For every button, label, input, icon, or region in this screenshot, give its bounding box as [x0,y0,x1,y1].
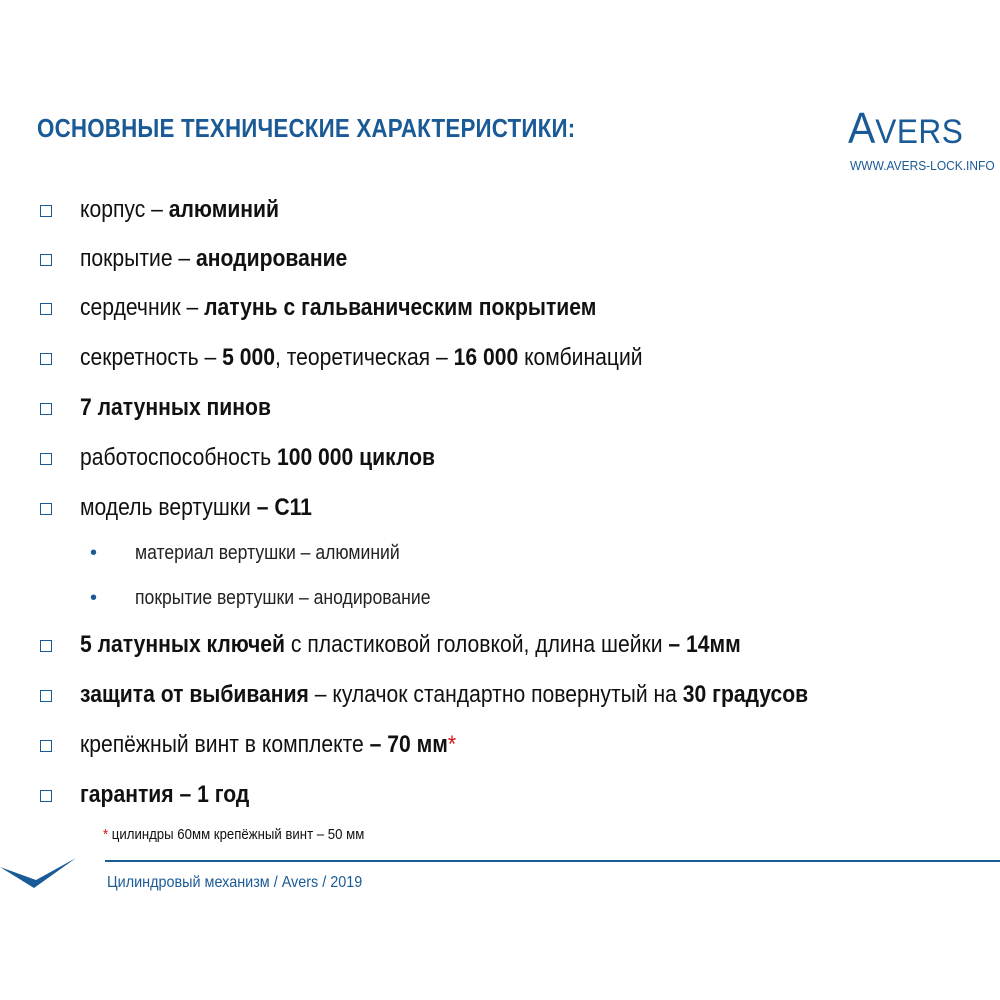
spec-item-part: 30 градусов [682,681,809,708]
footer-divider [105,860,1000,862]
spec-item [40,195,280,225]
checkbox-bullet-icon [40,640,52,652]
spec-item-text [80,195,279,225]
spec-item-part: защита от выбивания [80,681,309,708]
spec-item-part: корпус – [80,196,169,223]
checkbox-bullet-icon [40,690,52,702]
spec-item-part: гарантия – 1 год [80,781,250,808]
sub-item-text: покрытие вертушки – анодирование [135,587,431,609]
spec-item-part: 7 латунных пинов [80,394,271,421]
spec-item [40,443,435,473]
spec-item-part: 100 000 циклов [276,444,435,471]
spec-item-text [80,393,271,423]
spec-item-text [80,293,596,323]
spec-item-text [80,493,312,523]
spec-item-text [80,343,643,373]
spec-item-text [80,630,741,660]
spec-item [40,680,809,710]
checkbox-bullet-icon [40,303,52,315]
spec-item [40,244,348,274]
spec-item [40,393,271,423]
spec-item-text [80,244,347,274]
sub-item [90,541,400,565]
checkbox-bullet-icon [40,254,52,266]
dot-bullet-icon: • [90,541,98,564]
checkbox-bullet-icon [40,403,52,415]
avers-logo: AVERS [848,104,964,153]
sub-item [90,586,431,610]
spec-item [40,730,457,760]
spec-item-part: покрытие – [80,245,197,272]
website-link[interactable]: WWW.AVERS-LOCK.INFO [850,158,995,173]
footer-text: Цилиндровый механизм / Avers / 2019 [107,874,363,891]
checkbox-bullet-icon [40,740,52,752]
spec-item-part: , теоретическая – [275,344,454,371]
spec-item-text [80,780,249,810]
spec-item [40,293,597,323]
spec-item-part: – 70 мм [369,731,448,758]
footnote-text: цилиндры 60мм крепёжный винт – 50 мм [108,826,365,843]
footnote [103,826,364,843]
chevron-logo-icon [0,852,80,897]
spec-item-part: работоспособность [80,444,277,471]
spec-item-part: секретность – [80,344,223,371]
spec-item-part: сердечник – [80,294,205,321]
dot-bullet-icon: • [90,586,98,609]
spec-item-part: алюминий [168,196,280,223]
footnote-marker: * [447,731,457,758]
spec-item [40,343,643,373]
spec-item [40,780,250,810]
checkbox-bullet-icon [40,205,52,217]
spec-item-part: 16 000 [453,344,519,371]
spec-item-part: анодирование [196,245,348,272]
spec-item-text [80,443,435,473]
spec-item-part: с пластиковой головкой, длина шейки [285,631,669,658]
spec-item [40,630,741,660]
checkbox-bullet-icon [40,453,52,465]
spec-item [40,493,312,523]
checkbox-bullet-icon [40,503,52,515]
checkbox-bullet-icon [40,353,52,365]
spec-item-part: 5 латунных ключей [80,631,286,658]
spec-item-part: – С11 [256,494,312,521]
spec-item-part: 5 000 [222,344,276,371]
checkbox-bullet-icon [40,790,52,802]
spec-item-part: крепёжный винт в комплекте [80,731,370,758]
spec-item-part: комбинаций [518,344,643,371]
spec-item-part: латунь с гальваническим покрытием [204,294,597,321]
spec-item-part: – 14мм [668,631,741,658]
spec-item-text [80,680,808,710]
spec-item-text [80,730,456,760]
footnote-mark: * [103,826,109,843]
sub-item-text: материал вертушки – алюминий [135,542,400,564]
spec-item-part: – кулачок стандартно повернутый на [308,681,683,708]
page-title: ОСНОВНЫЕ ТЕХНИЧЕСКИЕ ХАРАКТЕРИСТИКИ: [37,113,576,143]
spec-item-part: модель вертушки [80,494,257,521]
